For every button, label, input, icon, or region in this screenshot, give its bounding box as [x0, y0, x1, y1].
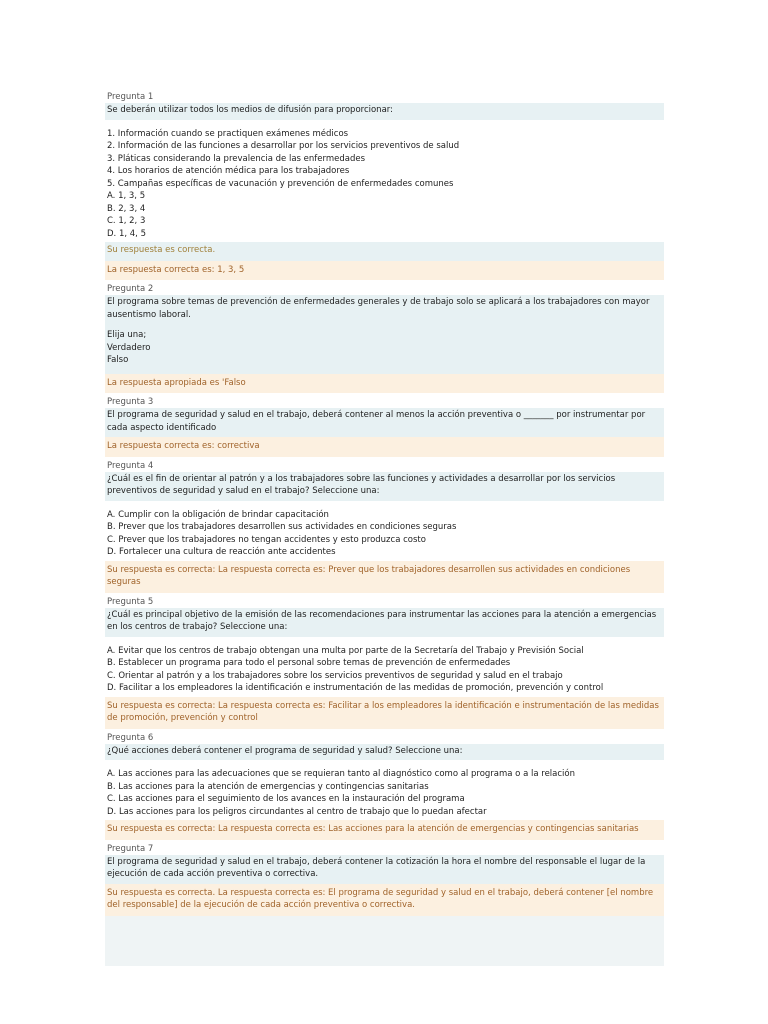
list-item: 2. Información de las funciones a desarrollar por los servicios preventivos de salud	[107, 141, 460, 151]
option-d[interactable]: D. Las acciones para los peligros circundantes al centro de trabajo que lo puedan afectar	[107, 806, 487, 817]
question-prompt: ¿Cuál es principal objetivo de la emisión de las recomendaciones para instrumentar las acciones para la atención a emergencias en los centros de trabajo? Seleccione una:	[105, 608, 664, 637]
question-3	[105, 393, 664, 457]
question-2	[105, 280, 664, 393]
question-number: Pregunta 2	[105, 280, 664, 295]
question-prompt: ¿Cuál es el fin de orientar al patrón y a los trabajadores sobre las funciones y actividades a desarrollar por los servicios preventivos de seguridad y salud en el trabajo? Seleccione una:	[105, 472, 664, 501]
option-d[interactable]: D. Fortalecer una cultura de reacción ante accidentes	[107, 547, 336, 557]
list-item: 3. Pláticas considerando la prevalencia de las enfermedades	[107, 153, 366, 164]
question-number: Pregunta 6	[105, 729, 664, 744]
option-a[interactable]: A. Las acciones para las adecuaciones que se requieran tanto al diagnóstico como al programa o a la relación	[107, 769, 576, 779]
list-item: 5. Campañas específicas de vacunación y prevención de enfermedades comunes	[107, 178, 454, 189]
option-c[interactable]: C. 1, 2, 3	[107, 216, 146, 226]
question-5	[105, 593, 664, 729]
options-list	[105, 637, 664, 697]
option-c[interactable]: C. Orientar al patrón y a los trabajadores sobre los servicios preventivos de seguridad y salud en el trabajo	[107, 670, 563, 681]
options-list	[105, 501, 664, 561]
correct-answer: Su respuesta es correcta: La respuesta correcta es: Prever que los trabajadores desarrollen sus actividades en condiciones seguras	[105, 561, 664, 593]
correct-answer: Su respuesta es correcta. La respuesta correcta es: El programa de seguridad y salud en el trabajo, deberá contener [el nombre del responsable] de la ejecución de cada acción preventiva o correctiva.	[105, 884, 664, 916]
option-true[interactable]: Verdadero	[107, 342, 151, 353]
question-body	[105, 295, 664, 370]
empty-panel	[105, 916, 664, 966]
question-1	[105, 88, 664, 280]
option-b[interactable]: B. Establecer un programa para todo el personal sobre temas de prevención de enfermedades	[107, 658, 511, 668]
option-d[interactable]: D. Facilitar a los empleadores la identificación e instrumentación de las medidas de promoción, prevención y control	[107, 683, 604, 693]
option-a[interactable]: A. Evitar que los centros de trabajo obtengan una multa por parte de la Secretaría del Trabajo y Previsión Social	[107, 645, 584, 656]
question-4	[105, 457, 664, 593]
correct-answer: Su respuesta es correcta: La respuesta correcta es: Facilitar a los empleadores la identificación e instrumentación de las medidas de promoción, prevención y control	[105, 697, 664, 729]
option-c[interactable]: C. Prever que los trabajadores no tengan accidentes y esto produzca costo	[107, 534, 426, 545]
option-b[interactable]: B. 2, 3, 4	[107, 203, 146, 214]
quiz-review	[105, 88, 664, 966]
correct-answer: La respuesta correcta es: 1, 3, 5	[105, 261, 664, 281]
option-c[interactable]: C. Las acciones para el seguimiento de los avances en la instauración del programa	[107, 794, 465, 804]
question-prompt: Se deberán utilizar todos los medios de difusión para proporcionar:	[105, 103, 664, 120]
question-7	[105, 840, 664, 916]
question-6	[105, 729, 664, 840]
question-number: Pregunta 5	[105, 593, 664, 608]
question-number: Pregunta 4	[105, 457, 664, 472]
list-item: 1. Información cuando se practiquen exámenes médicos	[107, 128, 349, 139]
question-prompt: El programa de seguridad y salud en el trabajo, deberá contener al menos la acción preventiva o _______ por instrumentar por cada aspecto identificado	[105, 408, 664, 437]
option-a[interactable]: A. 1, 3, 5	[107, 191, 146, 201]
list-item: 4. Los horarios de atención médica para los trabajadores	[107, 166, 350, 176]
question-number: Pregunta 7	[105, 840, 664, 855]
correct-answer: La respuesta apropiada es 'Falso	[105, 374, 664, 394]
options-list	[105, 120, 664, 243]
option-false[interactable]: Falso	[107, 355, 129, 365]
option-a[interactable]: A. Cumplir con la obligación de brindar capacitación	[107, 509, 329, 520]
correct-answer: Su respuesta es correcta: La respuesta correcta es: Las acciones para la atención de emergencias y contingencias sanitarias	[105, 820, 664, 840]
question-prompt: ¿Qué acciones deberá contener el programa de seguridad y salud? Seleccione una:	[105, 744, 664, 761]
choose-one-label: Elija una;	[107, 330, 147, 340]
question-prompt: El programa sobre temas de prevención de enfermedades generales y de trabajo solo se aplicará a los trabajadores con mayor ausentismo laboral.	[107, 297, 650, 320]
question-number: Pregunta 1	[105, 88, 664, 103]
question-prompt: El programa de seguridad y salud en el trabajo, deberá contener la cotización la hora el nombre del responsable el lugar de la ejecución de cada acción preventiva o correctiva.	[105, 855, 664, 884]
question-number: Pregunta 3	[105, 393, 664, 408]
option-b[interactable]: B. Prever que los trabajadores desarrollen sus actividades en condiciones seguras	[107, 522, 457, 532]
options-list	[105, 760, 664, 820]
option-d[interactable]: D. 1, 4, 5	[107, 228, 146, 239]
feedback-text: Su respuesta es correcta.	[105, 242, 664, 261]
correct-answer: La respuesta correcta es: correctiva	[105, 437, 664, 457]
option-b[interactable]: B. Las acciones para la atención de emergencias y contingencias sanitarias	[107, 781, 429, 792]
